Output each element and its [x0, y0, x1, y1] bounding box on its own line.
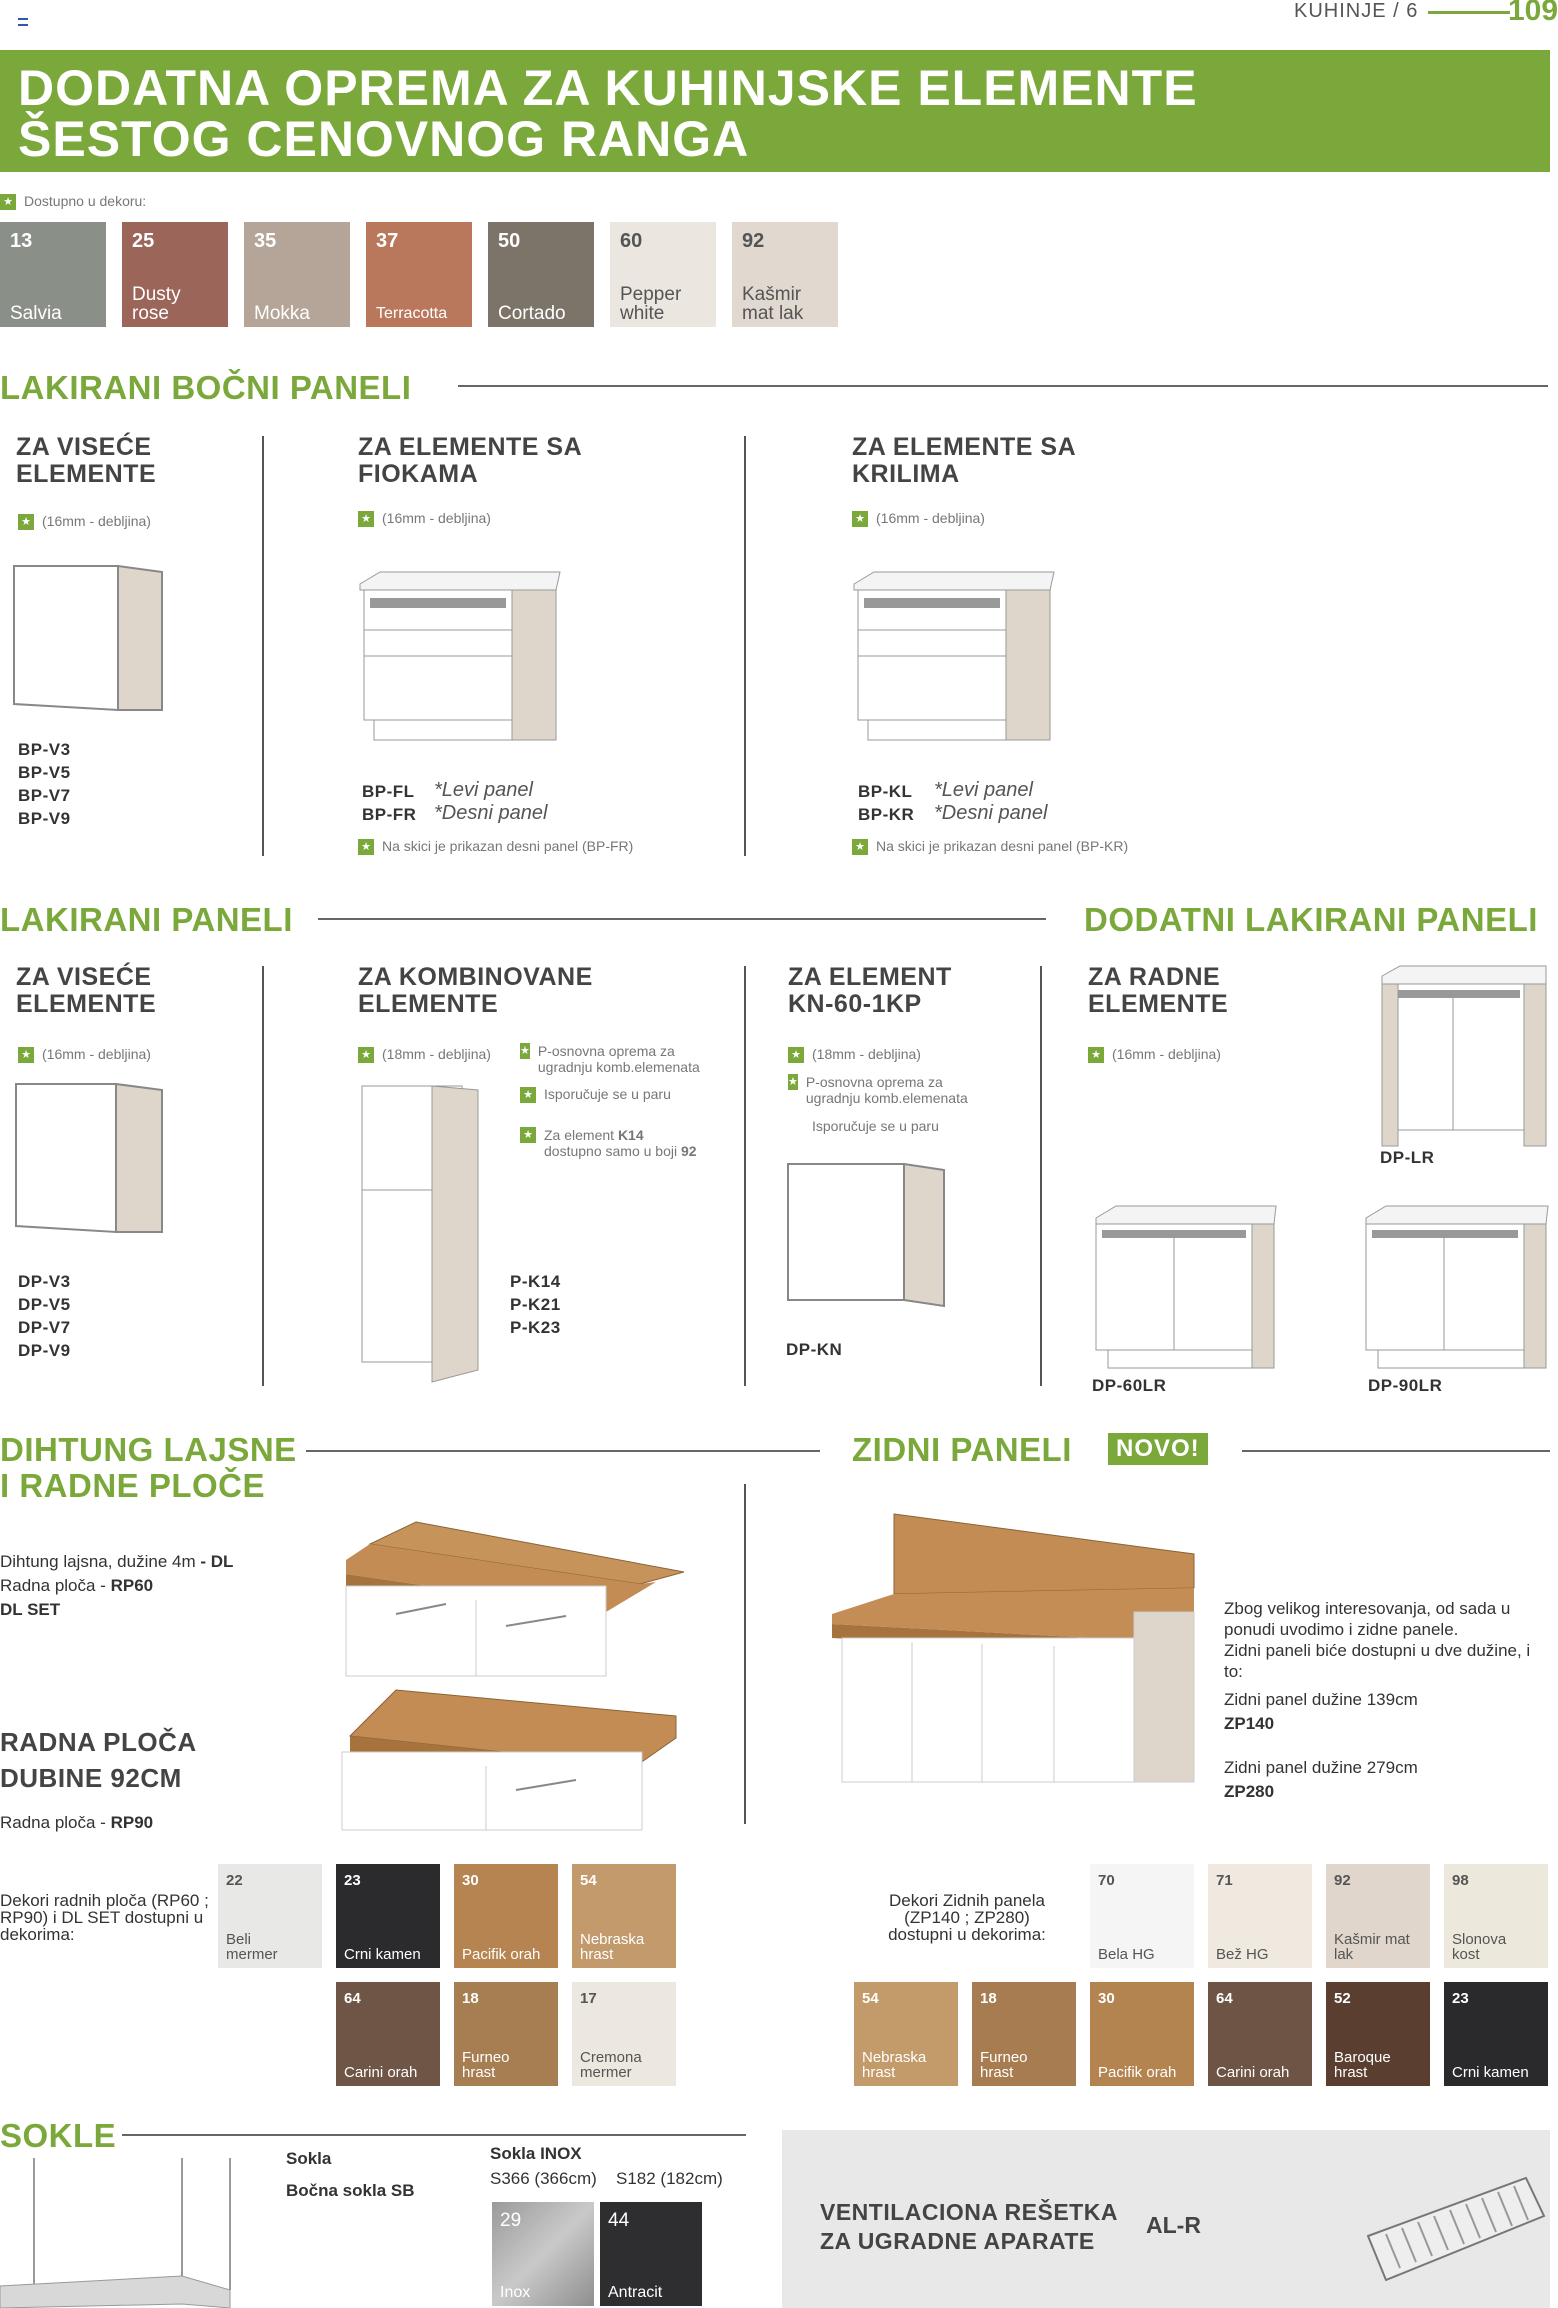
star-icon: ★: [358, 839, 374, 855]
s1-col2-codes: BP-FL BP-FR: [362, 782, 417, 824]
star-icon: ★: [358, 1047, 374, 1063]
decor-name: Crni kamen: [344, 1946, 421, 1963]
color-swatch: [366, 222, 472, 327]
star-icon: ★: [358, 511, 374, 527]
kn-panel-illustration: [786, 1160, 946, 1308]
s2-col1-note: ★ (16mm - debljina): [18, 1046, 151, 1063]
swatch-name: Dusty rose: [132, 284, 181, 324]
divider: [744, 1484, 746, 1824]
star-icon: ★: [852, 511, 868, 527]
s2-col2-heading: ZA KOMBINOVANE ELEMENTE: [358, 963, 593, 1018]
divider: [458, 385, 1548, 387]
star-icon: ★: [520, 1087, 536, 1103]
divider: [318, 918, 1046, 920]
star-icon: ★: [520, 1045, 530, 1057]
decor-swatch: [572, 1982, 676, 2086]
s2-col3-n2: Isporučuje se u paru: [812, 1118, 939, 1134]
section-title-sokle: SOKLE: [0, 2117, 117, 2154]
swatch-code: 60: [620, 230, 643, 252]
star-icon: ★: [788, 1047, 804, 1063]
s1-col3-codes: BP-KL BP-KR: [858, 782, 915, 824]
swatch-name: Terracotta: [376, 305, 448, 322]
decor-code: 52: [1334, 1990, 1351, 2007]
color-swatch: [732, 222, 838, 327]
wall-panel-illustration: [16, 1082, 166, 1234]
decor-swatch: [1444, 1982, 1548, 2086]
decor-code: 54: [862, 1990, 879, 2007]
s1-col2-heading: ZA ELEMENTE SA FIOKAMA: [358, 433, 583, 488]
decor-swatch: [972, 1982, 1076, 2086]
decor-name: Carini orah: [344, 2064, 418, 2081]
divider: [262, 436, 264, 856]
decor-code: 22: [226, 1872, 243, 1889]
decor-code: 98: [1452, 1872, 1469, 1889]
decor-caption: ★ Dostupno u dekoru:: [0, 193, 146, 210]
decor-name: Baroque hrast: [1334, 2049, 1391, 2081]
worktop-dl-illustration: [346, 1520, 682, 1676]
s1-col3-heading: ZA ELEMENTE SA KRILIMA: [852, 433, 1077, 488]
worktop-rp90-illustration: [336, 1686, 676, 1830]
divider: [744, 436, 746, 856]
s2-col1-codes: DP-V3 DP-V5 DP-V7 DP-V9: [18, 1272, 71, 1360]
swatch-name: Mokka: [254, 303, 310, 324]
s1-col3-foot: ★ Na skici je prikazan desni panel (BP-KR): [852, 838, 1128, 855]
color-swatch: [488, 222, 594, 327]
decor-swatch: [454, 1982, 558, 2086]
decor-name: Furneo hrast: [462, 2049, 510, 2081]
decor-code: 23: [344, 1872, 361, 1889]
star-icon: ★: [18, 514, 34, 530]
decor-swatch: [1090, 1864, 1194, 1968]
s2-col2-n3: ★ Za element K14 dostupno samo u boji 92: [520, 1127, 697, 1159]
decor-name: Furneo hrast: [980, 2049, 1028, 2081]
section-title-lakirani-bocni: LAKIRANI BOČNI PANELI: [0, 369, 412, 406]
decor-name: Nebraska hrast: [862, 2049, 927, 2081]
decor-code: 23: [1452, 1990, 1469, 2007]
swatch-code: 13: [10, 230, 33, 252]
decor-code: 71: [1216, 1872, 1233, 1889]
swatch-code: 37: [376, 230, 399, 252]
decor-code: 64: [344, 1990, 361, 2007]
header-rule: [1428, 11, 1510, 14]
s2-col3-n1: ★ P-osnovna oprema za ugradnju komb.elemenata: [788, 1074, 968, 1106]
vent-code: AL-R: [1146, 2212, 1201, 2238]
decor-swatch: [1326, 1864, 1430, 1968]
decor-code: 30: [462, 1872, 479, 1889]
s1-col2-note: ★ (16mm - debljina): [358, 510, 491, 527]
s2-col4-heading: ZA RADNE ELEMENTE: [1088, 963, 1229, 1018]
decor-name: Nebraska hrast: [580, 1931, 645, 1963]
decor-name: Bež HG: [1216, 1946, 1269, 1963]
s1-col1-heading: ZA VISEĆE ELEMENTE: [16, 433, 157, 488]
divider: [122, 2134, 746, 2136]
dp-90lr-illustration: [1364, 1204, 1550, 1374]
decor-code: 17: [580, 1990, 597, 2007]
s2-col2-n2: ★ Isporučuje se u paru: [520, 1086, 671, 1103]
door-cabinet-illustration: [854, 570, 1054, 750]
page-title-line2: ŠESTOG CENOVNOG RANGA: [18, 111, 750, 167]
s2-col4-note: ★ (16mm - debljina): [1088, 1046, 1221, 1063]
swatch-name: Pepper white: [620, 284, 682, 324]
decor-swatch: [454, 1864, 558, 1968]
s1-col3-sides: *Levi panel *Desni panel: [934, 779, 1048, 824]
sokla-label: Sokla: [286, 2149, 332, 2168]
vent-grille-illustration: [1366, 2176, 1546, 2282]
s1-col1-note: ★ (16mm - debljina): [18, 513, 151, 530]
s1-col2-foot: ★ Na skici je prikazan desni panel (BP-FR): [358, 838, 633, 855]
s1-col3-note: ★ (16mm - debljina): [852, 510, 985, 527]
swatch-name: Salvia: [10, 303, 62, 324]
decor-code: 54: [580, 1872, 597, 1889]
divider: [1242, 1450, 1550, 1452]
decor-name: Cremona mermer: [580, 2049, 642, 2081]
divider: [744, 966, 746, 1386]
decor-code: 18: [980, 1990, 997, 2007]
decor-swatch: [1326, 1982, 1430, 2086]
s2-col3-heading: ZA ELEMENT KN-60-1KP: [788, 963, 952, 1018]
page-section: KUHINJE / 6: [1294, 0, 1419, 22]
star-icon: ★: [1088, 1047, 1104, 1063]
dp-60lr-illustration: [1094, 1204, 1278, 1374]
s2-col2-codes: P-K14 P-K21 P-K23: [510, 1272, 561, 1337]
page-number: 109: [1508, 0, 1558, 27]
s3-rp90: Radna ploča - RP90: [0, 1813, 154, 1832]
bocna-sokla-label: Bočna sokla SB: [286, 2181, 415, 2200]
divider: [1040, 966, 1042, 1386]
decor-swatch: [1444, 1864, 1548, 1968]
decor-swatch: [218, 1864, 322, 1968]
page-title-line1: DODATNA OPREMA ZA KUHINJSKE ELEMENTE: [18, 60, 1198, 116]
swatch-code: 35: [254, 230, 277, 252]
plinth-illustration: [0, 2156, 250, 2308]
decor-swatch: [1090, 1982, 1194, 2086]
decor-code: 64: [1216, 1990, 1233, 2007]
dp-lr-code: DP-LR: [1380, 1148, 1435, 1167]
vent-title: VENTILACIONA REŠETKA ZA UGRADNE APARATE: [820, 2199, 1118, 2254]
decor-name: Slonova kost: [1452, 1931, 1507, 1963]
s3-heading2: RADNA PLOČA DUBINE 92CM: [0, 1727, 197, 1793]
side-panel-illustration: [14, 564, 166, 714]
decor-swatch: [1208, 1864, 1312, 1968]
section-title-dihtung: DIHTUNG LAJSNE I RADNE PLOČE: [0, 1431, 297, 1504]
s4-zp140: Zidni panel dužine 139cm ZP140: [1224, 1690, 1418, 1733]
section-title-dodatni: DODATNI LAKIRANI PANELI: [1084, 901, 1538, 938]
divider: [306, 1450, 820, 1452]
decor-swatch: [1208, 1982, 1312, 2086]
wall-panel-kitchen-illustration: [832, 1512, 1192, 1782]
color-swatch: [0, 222, 106, 327]
decor-name: Crni kamen: [1452, 2064, 1529, 2081]
s3-decor-text: Dekori radnih ploča (RP60 ; RP90) i DL SET dostupni u dekorima:: [0, 1891, 209, 1944]
star-icon: ★: [520, 1127, 536, 1143]
star-icon: ★: [788, 1076, 798, 1088]
swatch-antracit: 44 Antracit: [600, 2202, 702, 2306]
color-swatch: [610, 222, 716, 327]
color-swatch: [244, 222, 350, 327]
swatch-name: Cortado: [498, 303, 566, 324]
decor-name: Beli mermer: [226, 1931, 278, 1963]
s366-label: S366 (366cm): [490, 2169, 597, 2188]
dp-90lr-code: DP-90LR: [1368, 1376, 1443, 1395]
s2-col3-code: DP-KN: [786, 1340, 843, 1359]
decor-swatch: [854, 1982, 958, 2086]
swatch-code: 50: [498, 230, 521, 252]
star-icon: ★: [852, 839, 868, 855]
dp-lr-illustration: [1376, 964, 1550, 1150]
decor-code: 30: [1098, 1990, 1115, 2007]
s4-zp280: Zidni panel dužine 279cm ZP280: [1224, 1758, 1418, 1801]
s1-col1-codes: BP-V3 BP-V5 BP-V7 BP-V9: [18, 740, 71, 828]
decor-code: 92: [1334, 1872, 1351, 1889]
star-icon: ★: [18, 1047, 34, 1063]
decor-name: Pacifik orah: [462, 1946, 541, 1963]
novo-badge: NOVO!: [1108, 1433, 1208, 1465]
tall-panel-illustration: [356, 1086, 484, 1384]
sokla-inox-label: Sokla INOX: [490, 2144, 582, 2163]
color-swatch: [122, 222, 228, 327]
decor-code: 18: [462, 1990, 479, 2007]
s4-decor-text: Dekori Zidnih panela (ZP140 ; ZP280) dostupni u dekorima:: [888, 1891, 1046, 1944]
s182-label: S182 (182cm): [616, 2169, 723, 2188]
swatch-inox: 29 Inox: [492, 2202, 594, 2306]
s2-col3-note: ★ (18mm - debljina): [788, 1046, 921, 1063]
menu-icon[interactable]: [18, 18, 28, 26]
section-title-lakirani-paneli: LAKIRANI PANELI: [0, 901, 293, 938]
star-icon: ★: [0, 194, 16, 210]
swatch-code: 25: [132, 230, 155, 252]
decor-name: Pacifik orah: [1098, 2064, 1177, 2081]
decor-swatch: [572, 1864, 676, 1968]
swatch-name: Kašmir mat lak: [742, 284, 804, 324]
section-title-zidni: ZIDNI PANELI: [852, 1431, 1072, 1468]
s3-lines: Dihtung lajsna, dužine 4m - DL Radna ploča - RP60 DL SET: [0, 1552, 234, 1619]
drawer-cabinet-illustration: [360, 570, 560, 750]
decor-name: Carini orah: [1216, 2064, 1290, 2081]
swatch-code: 92: [742, 230, 765, 252]
s2-col2-n1: ★ P-osnovna oprema za ugradnju komb.elemenata: [520, 1043, 700, 1075]
s1-col2-sides: *Levi panel *Desni panel: [434, 779, 548, 824]
dp-60lr-code: DP-60LR: [1092, 1376, 1167, 1395]
s2-col2-note: ★ (18mm - debljina): [358, 1046, 491, 1063]
decor-swatch: [336, 1982, 440, 2086]
divider: [262, 966, 264, 1386]
s4-intro: Zbog velikog interesovanja, od sada u ponudi uvodimo i zidne panele. Zidni paneli biće dostupni u dve dužine, i to:: [1224, 1599, 1531, 1681]
decor-name: Kašmir mat lak: [1334, 1931, 1410, 1963]
decor-name: Bela HG: [1098, 1946, 1155, 1963]
s2-col1-heading: ZA VISEĆE ELEMENTE: [16, 963, 157, 1018]
title-banner: [0, 50, 1550, 172]
decor-swatch: [336, 1864, 440, 1968]
decor-code: 70: [1098, 1872, 1115, 1889]
